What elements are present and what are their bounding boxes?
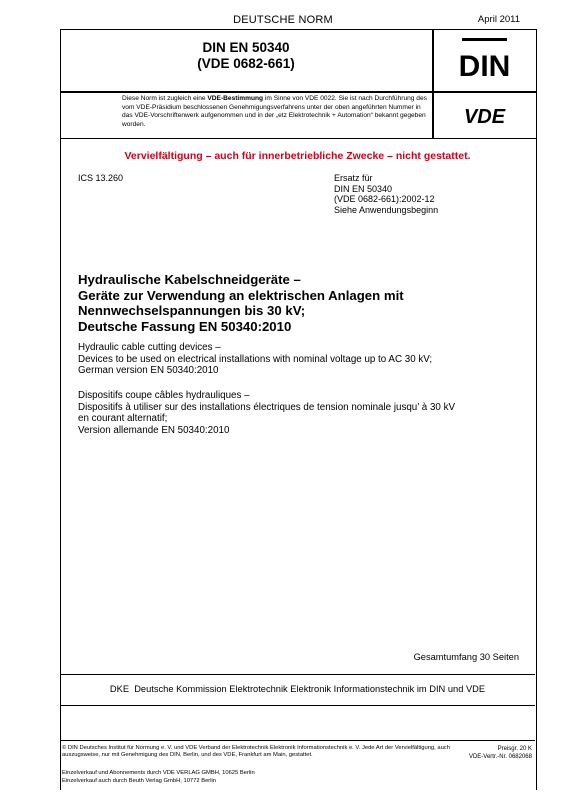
replacement-line: DIN EN 50340 — [334, 183, 393, 194]
german-title-line: Deutsche Fassung EN 50340:2010 — [78, 318, 292, 334]
vde-note — [122, 95, 428, 129]
divider-middle — [60, 705, 535, 706]
vde-note-bold: VDE-Bestimmung — [207, 95, 264, 102]
english-title-line: Hydraulic cable cutting devices – — [78, 342, 221, 353]
replacement-line: Siehe Anwendungsbeginn — [334, 204, 439, 215]
total-pages: Gesamtumfang 30 Seiten — [413, 652, 519, 662]
publication-date: April 2011 — [477, 14, 520, 25]
copy-warning: Vervielfältigung – auch für innerbetriebliche Zwecke – nicht gestattet. — [124, 150, 471, 162]
vde-logo-text: VDE — [463, 106, 506, 128]
english-title-line: German version EN 50340:2010 — [78, 365, 219, 377]
sales-info — [62, 769, 255, 785]
din-logo-icon — [433, 30, 536, 92]
vde-order-number: VDE-Vertr.-Nr. 0682068 — [468, 754, 532, 760]
din-logo-box — [432, 29, 537, 93]
french-title-line: Version allemande EN 50340:2010 — [78, 424, 230, 436]
french-title — [78, 390, 528, 436]
divider-top — [60, 674, 535, 675]
price-info — [469, 745, 532, 761]
dke-line — [60, 684, 535, 694]
french-title-line: Dispositifs coupe câbles hydrauliques – — [78, 390, 250, 401]
ics-code: ICS 13.260 — [78, 173, 124, 183]
german-title-line: Nennwechselspannungen bis 30 kV; — [78, 303, 306, 318]
dke-abbr: DKE — [109, 684, 130, 694]
german-title-line: Hydraulische Kabelschneidgeräte – — [78, 272, 301, 287]
dke-name: Deutsche Kommission Elektrotechnik Elektronik Informationstechnik im DIN und VDE — [134, 684, 486, 694]
price-group: Preisgr. 20 K — [497, 746, 532, 752]
french-title-line: Dispositifs à utiliser sur des installations électriques de tension nominale jusqu’ à 30 kV — [78, 401, 456, 413]
german-title — [78, 272, 518, 334]
vde-note-prefix: Diese Norm ist zugleich eine — [122, 95, 208, 102]
vde-classification: (VDE 0682-661) — [197, 56, 295, 71]
french-title-line: en courant alternatif; — [78, 413, 168, 425]
vde-logo-box — [432, 91, 537, 139]
sales-line: Einzelverkauf und Abonnements durch VDE VERLAG GMBH, 10625 Berlin — [62, 770, 255, 776]
document-type-label: DEUTSCHE NORM — [233, 14, 333, 26]
replacement-info — [334, 173, 438, 215]
din-logo-text: DIN — [458, 50, 511, 83]
replacement-line: (VDE 0682-661):2002-12 — [334, 194, 435, 205]
vde-logo-icon — [433, 92, 536, 138]
sales-line: Einzelverkauf auch durch Beuth Verlag GmbH, 10772 Berlin — [62, 778, 217, 784]
replacement-line: Ersatz für — [334, 173, 373, 183]
english-title-line: Devices to be used on electrical installations with nominal voltage up to AC 30 kV; — [78, 353, 433, 365]
divider-bottom — [60, 740, 535, 741]
german-title-line: Geräte zur Verwendung an elektrischen Anlagen mit — [78, 287, 404, 303]
vde-note-suffix: im Sinne von VDE 0022. Sie ist nach Durchführung des vom VDE-Präsidium beschlossenen Genehmigungsverfahrens unter der oben angeführten Nummer in das VDE-Vorschriftenwerk aufgenommen und in der „etz Elektrotechnik + Automation“ bekannt gegeben worden. — [122, 95, 427, 128]
english-title — [78, 342, 528, 377]
standard-number: DIN EN 50340 — [202, 40, 290, 55]
copyright-notice: © DIN Deutsches Institut für Normung e. V. und VDE Verband der Elektrotechnik Elektronik Informationstechnik e. V. Jede Art der Vervielfältigung, auch auszugsweise, nur mit Genehmigung des DIN, Berlin, und des VDE, Frankfurt am Main, gestattet. — [62, 745, 450, 759]
